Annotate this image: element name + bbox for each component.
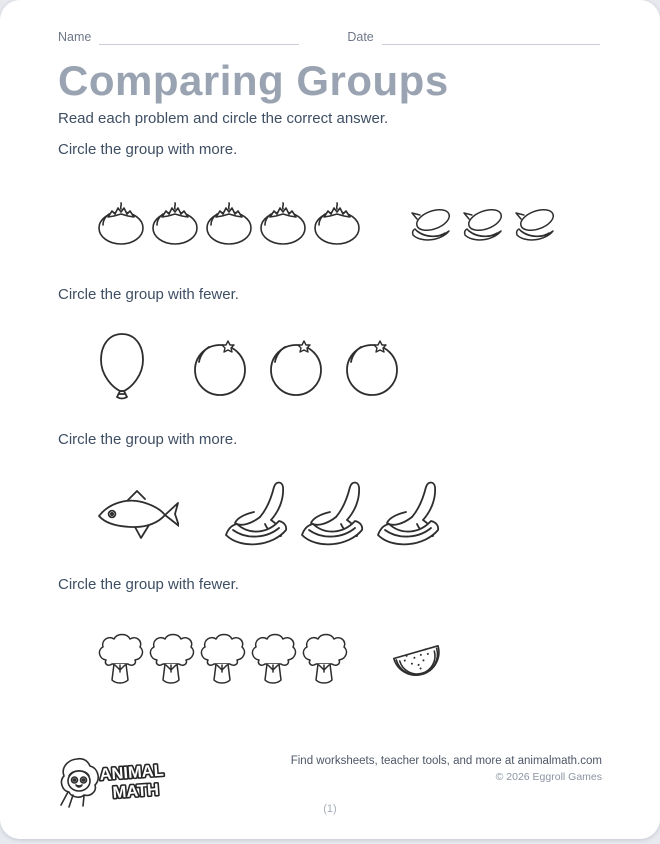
banana-icon <box>297 478 371 550</box>
footer-find-text: Find worksheets, teacher tools, and more at animalmath.com <box>290 755 602 767</box>
logo-text-math: MATH <box>112 780 160 802</box>
broccoli-icon <box>146 632 196 686</box>
problem-3 <box>58 431 602 562</box>
tomato-icon <box>311 202 363 246</box>
problem-4 <box>58 576 602 707</box>
corn-icon <box>509 205 557 243</box>
group-broccoli[interactable] <box>95 632 349 686</box>
name-date-row <box>58 30 602 45</box>
animal-math-logo <box>56 755 174 809</box>
page-number: (1) <box>323 803 337 815</box>
banana-icon <box>373 478 447 550</box>
tomato-icon <box>257 202 309 246</box>
broccoli-icon <box>95 632 145 686</box>
fish-icon <box>95 486 179 542</box>
problem-row <box>95 321 602 417</box>
tomato-icon <box>203 202 255 246</box>
problem-row <box>95 176 602 272</box>
problem-prompt: Circle the group with fewer. <box>58 286 239 304</box>
problem-row <box>95 466 602 562</box>
page-title: Comparing Groups <box>58 57 449 104</box>
name-line[interactable] <box>99 30 299 45</box>
group-banana[interactable] <box>221 478 447 550</box>
tomato-icon <box>95 202 147 246</box>
footer <box>56 755 602 809</box>
date-label: Date <box>347 30 374 44</box>
broccoli-icon <box>248 632 298 686</box>
group-corn[interactable] <box>405 205 557 243</box>
footer-text <box>291 755 602 783</box>
name-label: Name <box>58 30 92 44</box>
banana-icon <box>221 478 295 550</box>
problem-prompt: Circle the group with more. <box>58 431 238 449</box>
watermelon-icon <box>391 638 443 680</box>
date-line[interactable] <box>382 30 600 45</box>
group-watermelon[interactable] <box>391 638 443 680</box>
girl-mascot-icon <box>61 759 98 807</box>
group-orange[interactable] <box>191 340 401 398</box>
orange-icon <box>267 340 325 398</box>
orange-icon <box>191 340 249 398</box>
group-balloon[interactable] <box>95 332 149 406</box>
balloon-icon <box>95 332 149 406</box>
corn-icon <box>405 205 453 243</box>
problem-prompt: Circle the group with more. <box>58 141 238 159</box>
page-subtitle: Read each problem and circle the correct answer. <box>58 110 389 128</box>
name-field <box>58 30 299 45</box>
group-tomato[interactable] <box>95 202 363 246</box>
date-field <box>347 30 599 45</box>
group-fish[interactable] <box>95 486 179 542</box>
problem-1 <box>58 141 602 272</box>
corn-icon <box>457 205 505 243</box>
orange-icon <box>343 340 401 398</box>
tomato-icon <box>149 202 201 246</box>
problem-prompt: Circle the group with fewer. <box>58 576 239 594</box>
footer-copyright: © 2026 Eggroll Games <box>495 771 602 783</box>
broccoli-icon <box>299 632 349 686</box>
logo-text-animal: ANIMAL <box>99 761 165 784</box>
broccoli-icon <box>197 632 247 686</box>
problem-row <box>95 611 602 707</box>
problem-2 <box>58 286 602 417</box>
